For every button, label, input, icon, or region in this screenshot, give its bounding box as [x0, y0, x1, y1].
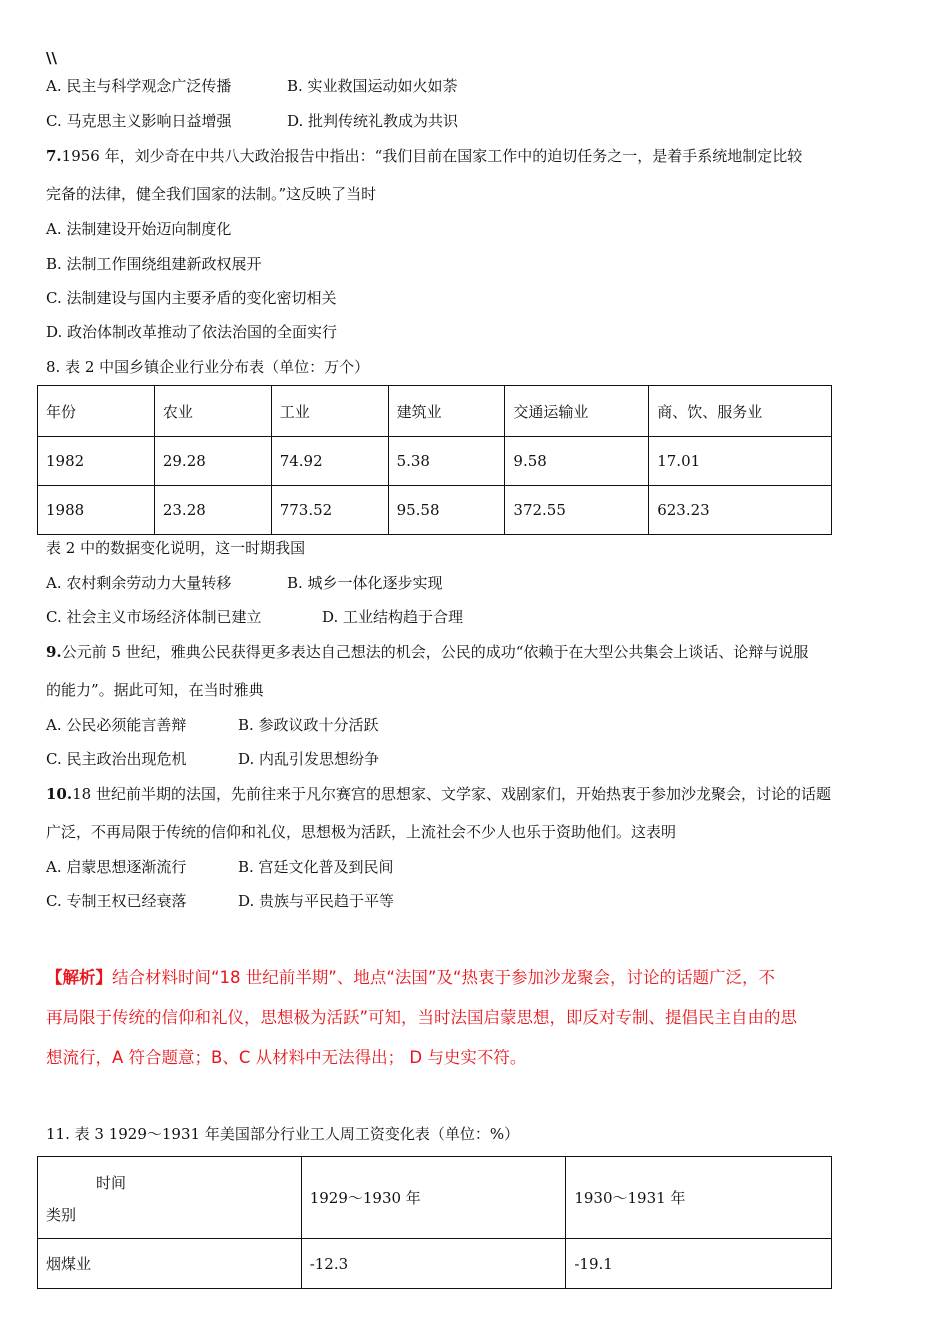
- q8-option-b: B. 城乡一体化逐步实现: [287, 574, 443, 592]
- q8-question: 表 2 中的数据变化说明，这一时期我国: [46, 539, 306, 557]
- q8-header-cell: 商、饮、服务业: [649, 386, 832, 437]
- table-cell: 5.38: [388, 437, 505, 486]
- q11-header-time: 时间: [96, 1173, 127, 1192]
- table-cell: 773.52: [271, 486, 388, 535]
- q8-option-d: D. 工业结构趋于合理: [322, 608, 464, 626]
- table-cell: 1988: [38, 486, 155, 535]
- q6-option-c: C. 马克思主义影响日益增强: [46, 112, 232, 130]
- q11-table-title: 11. 表 3 1929～1931 年美国部分行业工人周工资变化表（单位：%）: [46, 1125, 520, 1143]
- q7-option-d: D. 政治体制改革推动了依法治国的全面实行: [46, 323, 338, 341]
- q7-option-a: A. 法制建设开始迈向制度化: [46, 220, 232, 238]
- q9-stem-line1: 9.公元前 5 世纪，雅典公民获得更多表达自己想法的机会，公民的成功“依赖于在大型公共集会上谈话、论辩与说服: [46, 643, 809, 661]
- q9-option-d: D. 内乱引发思想纷争: [238, 750, 380, 768]
- q6-option-b: B. 实业救国运动如火如荼: [287, 77, 458, 95]
- table-row: [38, 486, 832, 535]
- q7-stem-line1: 7.1956 年，刘少奇在中共八大政治报告中指出：“我们目前在国家工作中的迫切任务之一，是着手系统地制定比较: [46, 147, 803, 165]
- q9-option-c: C. 民主政治出现危机: [46, 750, 187, 768]
- table-cell: 95.58: [388, 486, 505, 535]
- q11-header-cell: 1930～1931 年: [566, 1157, 832, 1239]
- q8-table: [37, 385, 832, 535]
- table-cell: 623.23: [649, 486, 832, 535]
- q8-option-a: A. 农村剩余劳动力大量转移: [46, 574, 232, 592]
- q6-option-a: A. 民主与科学观念广泛传播: [46, 77, 232, 95]
- table-cell: 烟煤业: [38, 1239, 302, 1289]
- q8-table-title: 8. 表 2 中国乡镇企业行业分布表（单位：万个）: [46, 358, 370, 376]
- table-cell: -12.3: [301, 1239, 566, 1289]
- q10-number: 10.: [46, 785, 73, 803]
- q8-header-cell: 工业: [271, 386, 388, 437]
- q8-header-cell: 年份: [38, 386, 155, 437]
- q10-option-d: D. 贵族与平民趋于平等: [238, 892, 395, 910]
- table-cell: 17.01: [649, 437, 832, 486]
- q9-stem-line2: 的能力”。据此可知，在当时雅典: [46, 681, 264, 699]
- q9-number: 9.: [46, 643, 62, 661]
- table-cell: -19.1: [566, 1239, 832, 1289]
- q10-option-b: B. 宫廷文化普及到民间: [238, 858, 394, 876]
- q8-header-cell: 农业: [154, 386, 271, 437]
- q9-option-b: B. 参政议政十分活跃: [238, 716, 379, 734]
- table-cell: 372.55: [505, 486, 649, 535]
- table-row: [38, 1239, 832, 1289]
- q11-diagonal-header-cell: [38, 1157, 302, 1239]
- q11-table-header-row: [38, 1157, 832, 1239]
- table-row: [38, 437, 832, 486]
- q11-header-category: 类别: [46, 1205, 77, 1224]
- table-cell: 1982: [38, 437, 155, 486]
- explanation-line3: 想流行，A 符合题意；B、C 从材料中无法得出； D 与史实不符。: [46, 1048, 527, 1067]
- q6-option-d: D. 批判传统礼教成为共识: [287, 112, 459, 130]
- q8-header-cell: 建筑业: [388, 386, 505, 437]
- q11-header-cell: 1929～1930 年: [301, 1157, 566, 1239]
- q7-option-c: C. 法制建设与国内主要矛盾的变化密切相关: [46, 289, 337, 307]
- top-mark: \\: [46, 49, 57, 67]
- explanation-block: [46, 958, 846, 1078]
- q10-option-a: A. 启蒙思想逐渐流行: [46, 858, 187, 876]
- q7-option-b: B. 法制工作围绕组建新政权展开: [46, 255, 262, 273]
- table-cell: 9.58: [505, 437, 649, 486]
- table-cell: 74.92: [271, 437, 388, 486]
- table-cell: 29.28: [154, 437, 271, 486]
- explanation-tag: 【解析】: [46, 968, 112, 987]
- explanation-line2: 再局限于传统的信仰和礼仪，思想极为活跃”可知，当时法国启蒙思想，即反对专制、提倡民主自由的思: [46, 1008, 798, 1027]
- q8-option-c: C. 社会主义市场经济体制已建立: [46, 608, 262, 626]
- q9-option-a: A. 公民必须能言善辩: [46, 716, 187, 734]
- q7-stem-line2: 完备的法律，健全我们国家的法制。”这反映了当时: [46, 185, 377, 203]
- q10-stem-line1: 10.18 世纪前半期的法国，先前往来于凡尔赛宫的思想家、文学家、戏剧家们，开始热衷于参加沙龙聚会，讨论的话题: [46, 785, 831, 803]
- q8-header-cell: 交通运输业: [505, 386, 649, 437]
- q10-stem-line2: 广泛，不再局限于传统的信仰和礼仪，思想极为活跃，上流社会不少人也乐于资助他们。这表明: [46, 823, 677, 841]
- q8-table-header-row: [38, 386, 832, 437]
- q10-option-c: C. 专制王权已经衰落: [46, 892, 187, 910]
- table-cell: 23.28: [154, 486, 271, 535]
- q7-number: 7.: [46, 147, 62, 165]
- q11-table: [37, 1156, 832, 1289]
- explanation-line1: 【解析】结合材料时间“18 世纪前半期”、地点“法国”及“热衷于参加沙龙聚会，讨论的话题广泛，不: [46, 968, 775, 987]
